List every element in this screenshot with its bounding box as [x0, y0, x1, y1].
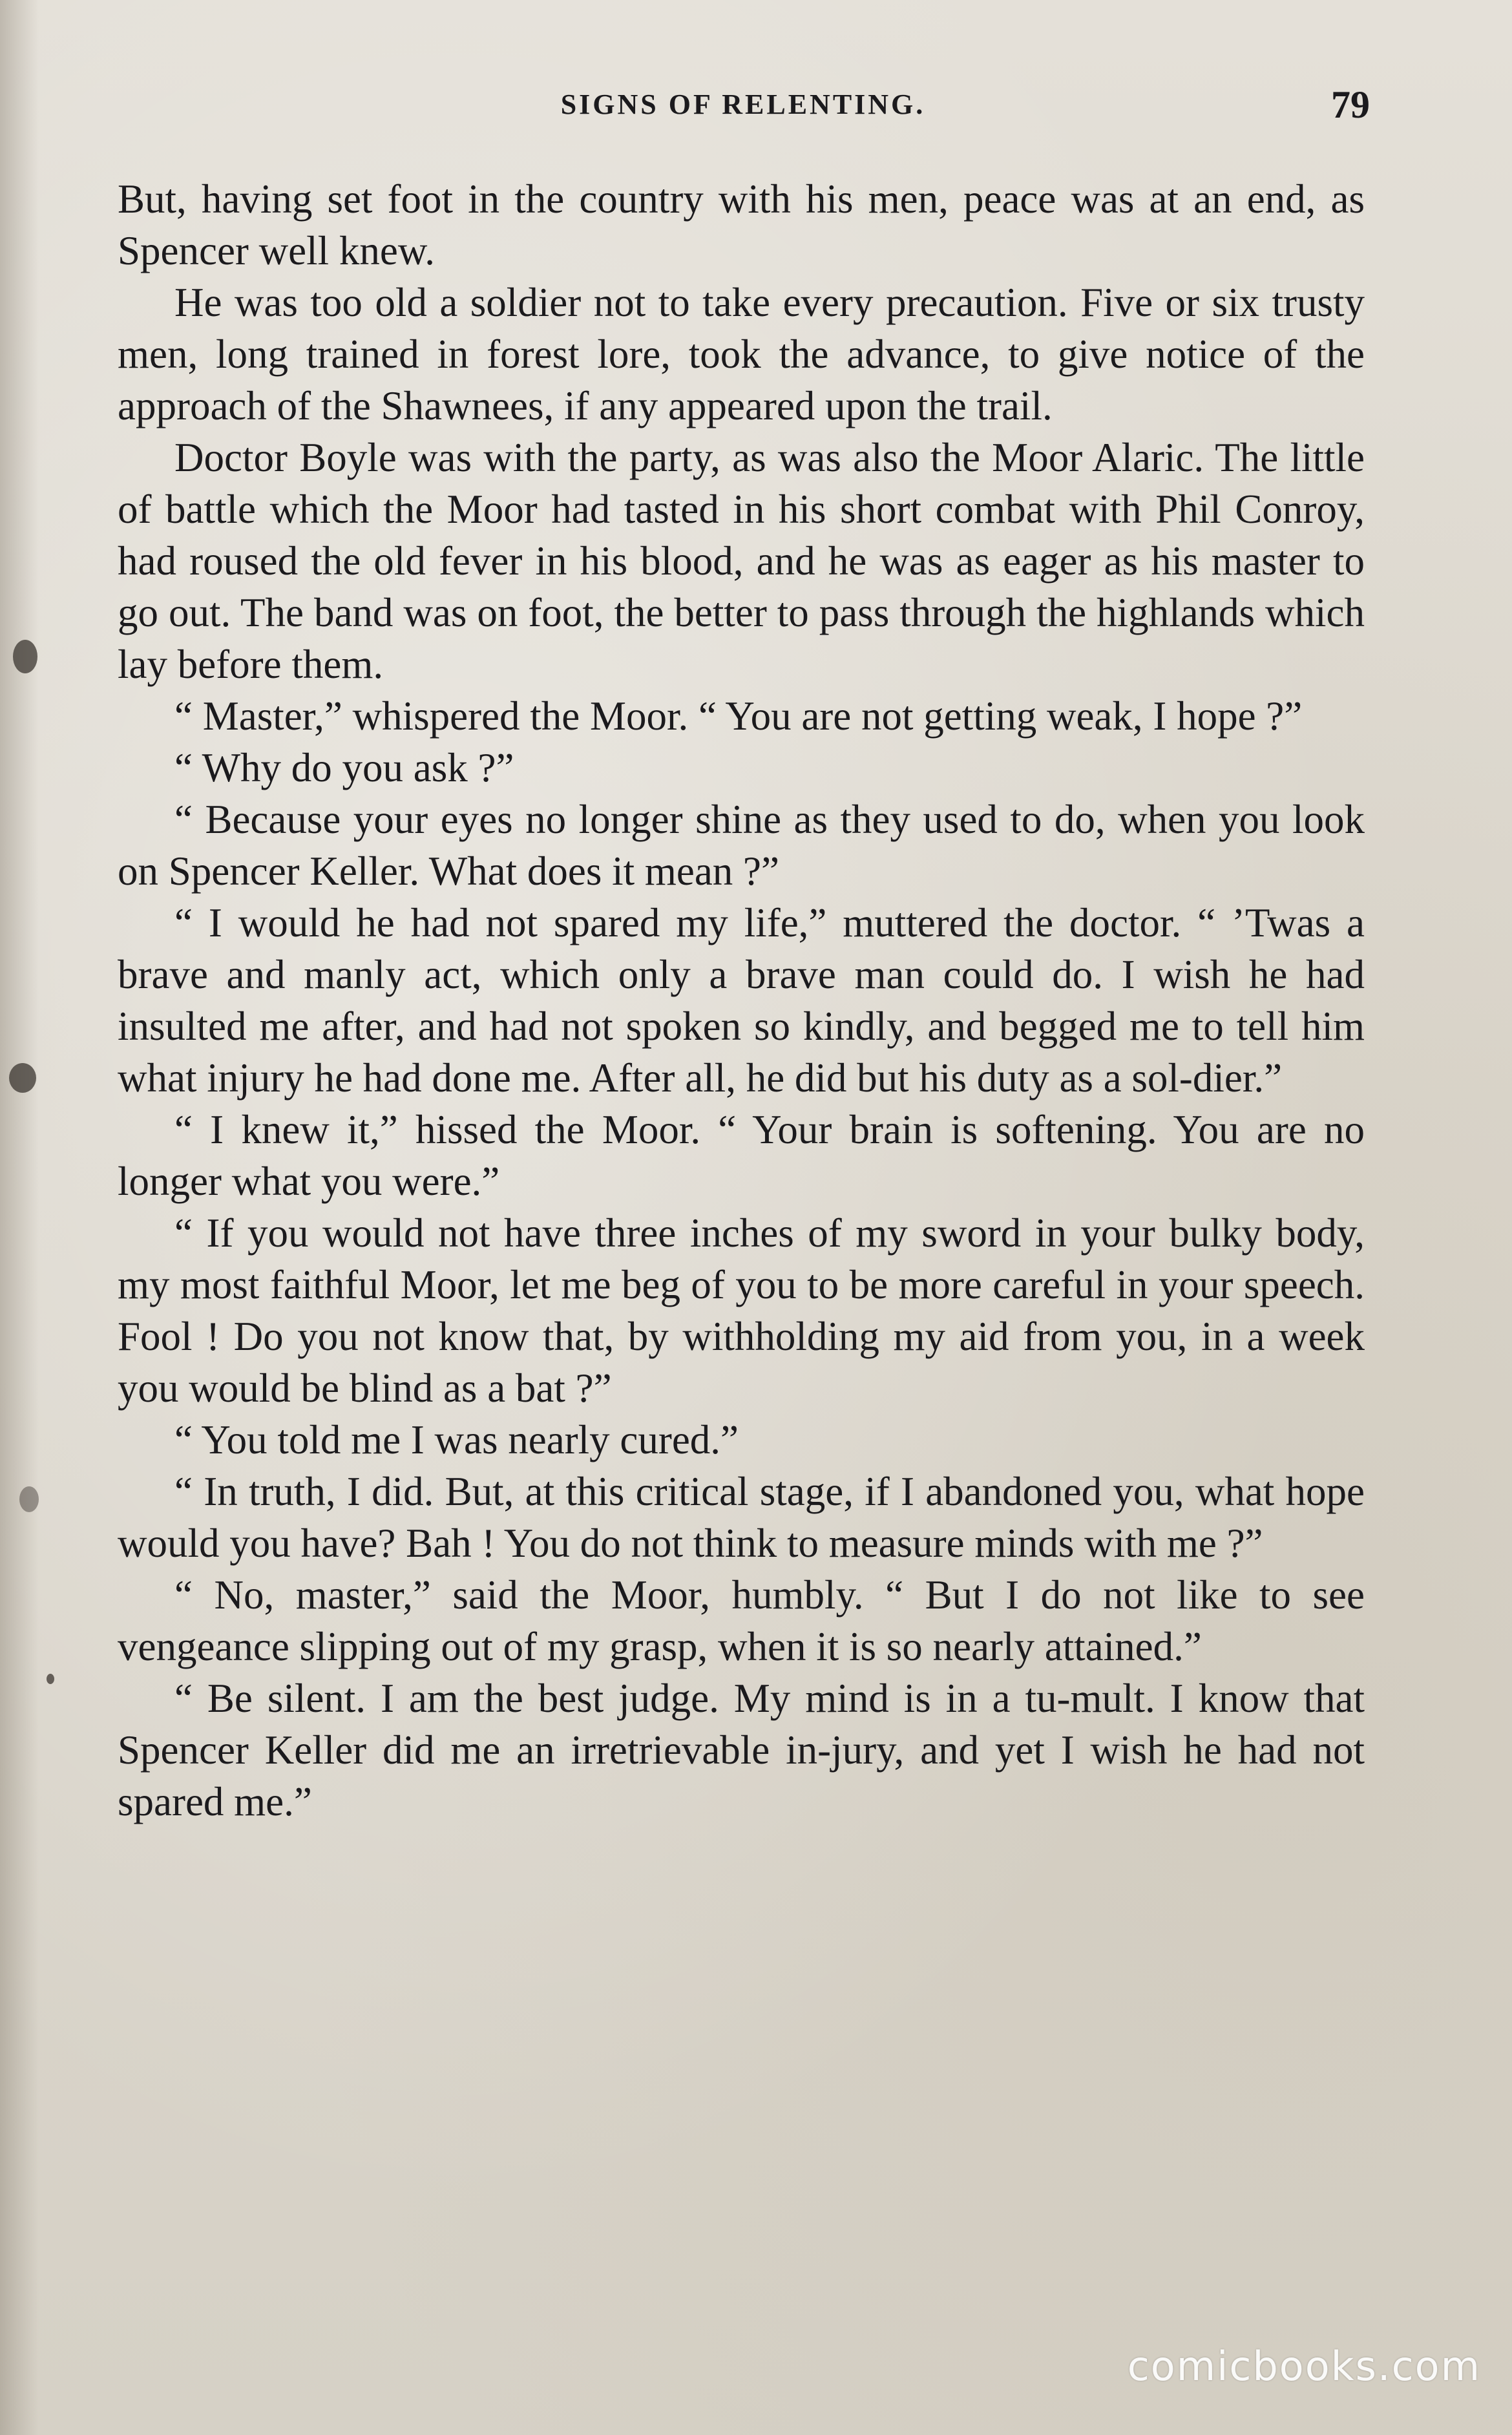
- paragraph: “ No, master,” said the Moor, humbly. “ But I do not like to see vengeance slipping out of my grasp, when it is so nearly attained.”: [118, 1572, 1365, 1669]
- paragraph: But, having set foot in the country with his men, peace was at an end, as Spencer well knew.: [118, 176, 1365, 273]
- body-text: [118, 173, 1365, 1828]
- paragraph: “ In truth, I did. But, at this critical stage, if I abandoned you, what hope would you have? Bah ! You do not think to measure minds with me ?”: [118, 1469, 1365, 1566]
- binding-stain: [13, 640, 37, 673]
- paragraph: Doctor Boyle was with the party, as was also the Moor Alaric. The little of battle which the Moor had tasted in his short combat with Phil Conroy, had roused the old fever in his blood, and he was as eager as his master to go out. The band was on foot, the better to pass through the highlands which lay before them.: [118, 435, 1365, 687]
- paragraph: “ I would he had not spared my life,” muttered the doctor. “ ’Twas a brave and manly act, which only a brave man could do. I wish he had insulted me after, and had not spoken so kindly, and begged me to tell him what injury he had done me. After all, he did but his duty as a sol-dier.”: [118, 900, 1365, 1101]
- page-header: [116, 83, 1370, 134]
- paragraph: “ Master,” whispered the Moor. “ You are not getting weak, I hope ?”: [174, 693, 1303, 739]
- paragraph: “ Because your eyes no longer shine as they used to do, when you look on Spencer Keller. What does it mean ?”: [118, 797, 1365, 894]
- page-number: 79: [1331, 83, 1370, 126]
- paragraph: “ If you would not have three inches of my sword in your bulky body, my most faithful Moor, let me beg of you to be more careful in your speech. Fool ! Do you not know that, by withholding my aid from you, in a week you would be blind as a bat ?”: [118, 1210, 1365, 1411]
- site-watermark: comicbooks.com: [1127, 2343, 1481, 2390]
- running-head: SIGNS OF RELENTING.: [560, 89, 926, 120]
- page-edge-shadow: [0, 0, 39, 2435]
- paragraph: “ Be silent. I am the best judge. My mind is in a tu-mult. I know that Spencer Keller did me an irretrievable in-jury, and yet I wish he had not spared me.”: [118, 1676, 1365, 1824]
- paragraph: “ You told me I was nearly cured.”: [174, 1417, 739, 1462]
- ink-dot: [47, 1674, 54, 1684]
- binding-stain: [19, 1486, 39, 1512]
- binding-stain: [9, 1063, 36, 1093]
- paragraph: “ Why do you ask ?”: [174, 745, 514, 790]
- paragraph: He was too old a soldier not to take every precaution. Five or six trusty men, long trained in forest lore, took the advance, to give notice of the approach of the Shawnees, if any appeared upon the trail.: [118, 280, 1365, 428]
- paragraph: “ I knew it,” hissed the Moor. “ Your brain is softening. You are no longer what you were.”: [118, 1107, 1365, 1204]
